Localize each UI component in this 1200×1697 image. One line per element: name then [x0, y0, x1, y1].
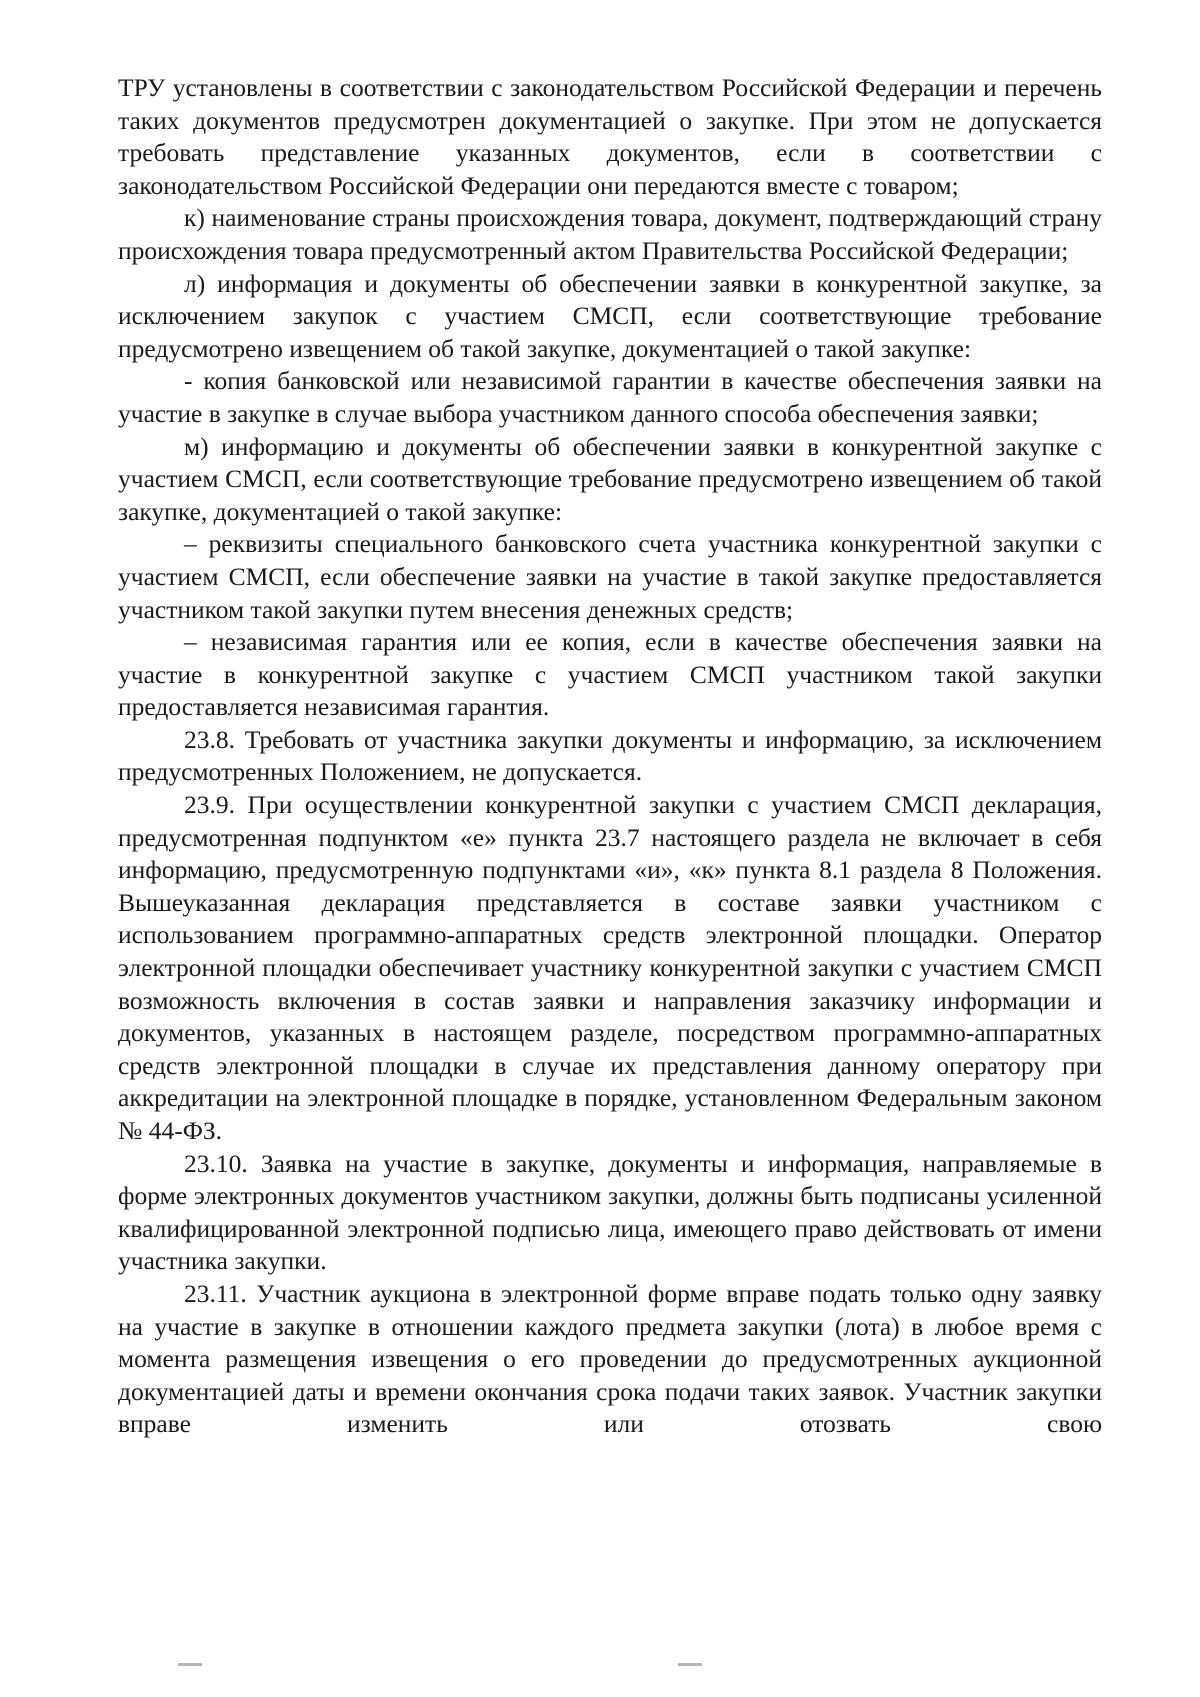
paragraph-special-bank-account: – реквизиты специального банковского счета участника конкурентной закупки с участием СМСП, если обеспечение заявки на участие в такой закупке предоставляется участником такой закупки путем внесения денежных средств;: [118, 529, 1102, 624]
paragraph-tru-documents: ТРУ установлены в соответствии с законодательством Российской Федерации и перечень таких документов предусмотрен документацией о закупке. При этом не допускается требовать представление указанных документов, если в соответствии с законодательством Российской Федерации они передаются вместе с товаром;: [118, 73, 1102, 200]
scan-artifact-left: [178, 1663, 202, 1666]
paragraph-independent-guarantee: – независимая гарантия или ее копия, если в качестве обеспечения заявки на участие в конкурентной закупке с участием СМСП участником такой закупки предоставляется независимая гарантия.: [118, 627, 1102, 722]
paragraph-23-11: 23.11. Участник аукциона в электронной форме вправе подать только одну заявку на участие в закупке в отношении каждого предмета закупки (лота) в любое время с момента размещения извещения о его проведении до предусмотренных аукционной документацией даты и времени окончания срока подачи таких заявок. Участник закупки вправе изменить или отозвать свою: [118, 1278, 1102, 1439]
paragraph-item-k: к) наименование страны происхождения товара, документ, подтверждающий страну происхождения товара предусмотренный актом Правительства Российской Федерации;: [118, 203, 1102, 265]
paragraph-item-l: л) информация и документы об обеспечении заявки в конкурентной закупке, за исключением закупок с участием СМСП, если соответствующие требование предусмотрено извещением об такой закупке, документацией о такой закупке:: [118, 268, 1102, 363]
paragraph-23-10: 23.10. Заявка на участие в закупке, документы и информация, направляемые в форме электронных документов участником закупки, должны быть подписаны усиленной квалифицированной электронной подписью лица, имеющего право действовать от имени участника закупки.: [118, 1148, 1102, 1276]
scan-artifact-right: [678, 1663, 702, 1666]
paragraph-23-9: 23.9. При осуществлении конкурентной закупки с участием СМСП декларация, предусмотренная подпунктом «е» пункта 23.7 настоящего раздела не включает в себя информацию, предусмотренную подпунктами «и», «к» пункта 8.1 раздела 8 Положения. Вышеуказанная декларация представляется в составе заявки участником с использованием программно-аппаратных средств электронной площадки. Оператор электронной площадки обеспечивает участнику конкурентной закупки с участием СМСП возможность включения в состав заявки и направления заказчику информации и документов, указанных в настоящем разделе, посредством программно-аппаратных средств электронной площадки в случае их представления данному оператору при аккредитации на электронной площадке в порядке, установленном Федеральным законом № 44-ФЗ.: [118, 790, 1102, 1145]
paragraph-bank-guarantee-copy: - копия банковской или независимой гарантии в качестве обеспечения заявки на участие в закупке в случае выбора участником данного способа обеспечения заявки;: [118, 366, 1102, 428]
paragraph-23-8: 23.8. Требовать от участника закупки документы и информацию, за исключением предусмотренных Положением, не допускается.: [118, 724, 1102, 787]
paragraph-item-m: м) информацию и документы об обеспечении заявки в конкурентной закупке с участием СМСП, если соответствующие требование предусмотрено извещением об такой закупке, документацией о такой закупке:: [118, 431, 1102, 526]
document-body: [118, 72, 1102, 1441]
